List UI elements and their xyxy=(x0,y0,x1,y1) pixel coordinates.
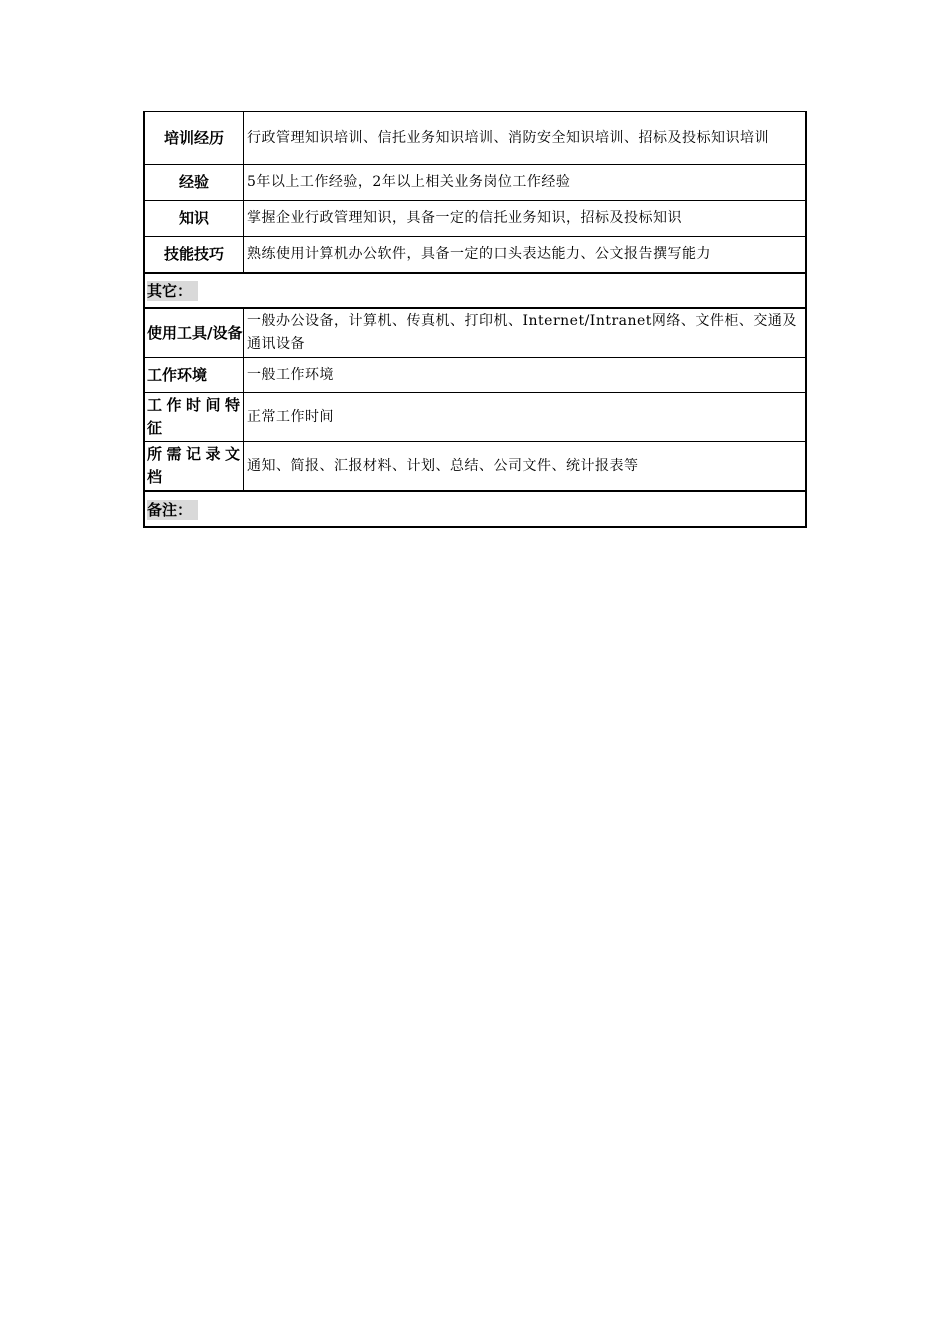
table-row-skills xyxy=(144,237,806,274)
skills-value: 熟练使用计算机办公软件，具备一定的口头表达能力、公文报告撰写能力 xyxy=(244,237,807,274)
notes-section-row xyxy=(144,491,806,527)
tools-label: 使用工具/设备 xyxy=(144,308,244,358)
table-row-environment xyxy=(144,358,806,393)
worktime-value: 正常工作时间 xyxy=(244,393,807,442)
skills-label: 技能技巧 xyxy=(144,237,244,274)
notes-section-heading xyxy=(144,491,806,527)
other-section-row xyxy=(144,273,806,308)
environment-label: 工作环境 xyxy=(144,358,244,393)
table-row-records xyxy=(144,442,806,492)
other-section-heading xyxy=(144,273,806,308)
worktime-label: 工作时间特征 xyxy=(144,393,244,442)
job-description-table-container xyxy=(143,111,807,528)
table-row-training xyxy=(144,112,806,165)
table-row-worktime xyxy=(144,393,806,442)
training-label: 培训经历 xyxy=(144,112,244,165)
experience-label: 经验 xyxy=(144,165,244,201)
knowledge-value: 掌握企业行政管理知识，具备一定的信托业务知识，招标及投标知识 xyxy=(244,201,807,237)
tools-value: 一般办公设备，计算机、传真机、打印机、Internet/Intranet网络、文件柜、交通及通讯设备 xyxy=(244,308,807,358)
knowledge-label: 知识 xyxy=(144,201,244,237)
job-description-table xyxy=(143,111,807,528)
table-row-experience xyxy=(144,165,806,201)
other-heading-text: 其它： xyxy=(147,281,198,301)
table-row-tools xyxy=(144,308,806,358)
records-label: 所需记录文档 xyxy=(144,442,244,492)
table-row-knowledge xyxy=(144,201,806,237)
experience-value: 5年以上工作经验，2年以上相关业务岗位工作经验 xyxy=(244,165,807,201)
environment-value: 一般工作环境 xyxy=(244,358,807,393)
records-value: 通知、简报、汇报材料、计划、总结、公司文件、统计报表等 xyxy=(244,442,807,492)
training-value: 行政管理知识培训、信托业务知识培训、消防安全知识培训、招标及投标知识培训 xyxy=(244,112,807,165)
notes-heading-text: 备注： xyxy=(147,500,198,520)
